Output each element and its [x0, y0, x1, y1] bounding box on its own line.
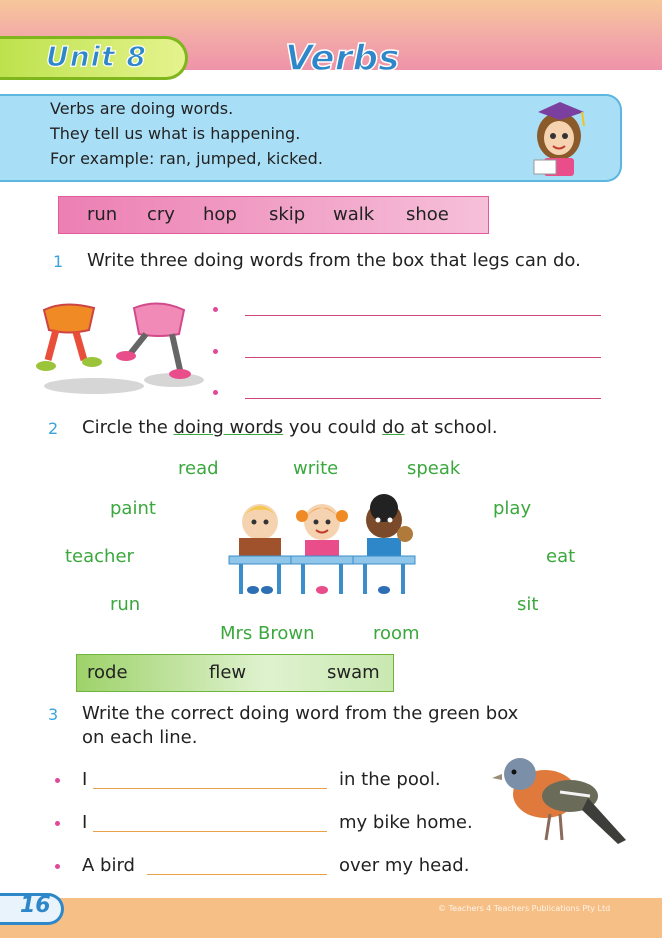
sentence-2-blank[interactable] [93, 831, 327, 832]
circle-word[interactable]: run [110, 594, 141, 615]
green-box-word: swam [327, 662, 380, 683]
circle-word[interactable]: eat [546, 546, 576, 567]
circle-word[interactable]: teacher [65, 546, 134, 567]
question-2-text-part: you could [283, 417, 383, 438]
sentence-2-end: my bike home. [339, 812, 473, 833]
sentence-1-blank[interactable] [93, 788, 327, 789]
answer-bullet [213, 349, 218, 354]
answer-line-2[interactable] [245, 357, 601, 358]
circle-word[interactable]: sit [517, 594, 539, 615]
sentence-bullet [55, 864, 60, 869]
sentence-2-start: I [82, 812, 88, 833]
teacher-illustration [524, 96, 594, 180]
word-box-item: skip [269, 204, 306, 225]
answer-bullet [213, 307, 218, 312]
green-box-word: rode [87, 662, 128, 683]
circle-word[interactable]: read [178, 458, 219, 479]
intro-line-2: They tell us what is happening. [50, 124, 301, 143]
sentence-1-start: I [82, 769, 88, 790]
answer-line-3[interactable] [245, 398, 601, 399]
circle-word[interactable]: Mrs Brown [220, 623, 315, 644]
circle-word[interactable]: room [373, 623, 420, 644]
question-3-text-line-1: Write the correct doing word from the green box [82, 703, 519, 724]
answer-bullet [213, 390, 218, 395]
question-1-text: Write three doing words from the box that legs can do. [87, 250, 581, 271]
circle-word[interactable]: paint [110, 498, 156, 519]
green-box-word: flew [209, 662, 247, 683]
question-2-underlined-phrase: doing words [173, 417, 284, 438]
question-1-number: 1 [53, 252, 64, 271]
question-3-text-line-2: on each line. [82, 727, 198, 748]
word-box-item: walk [333, 204, 375, 225]
question-2-text-part: Circle the [82, 417, 174, 438]
question-2-text [82, 417, 498, 438]
intro-line-1: Verbs are doing words. [50, 99, 234, 118]
page-number: 16 [20, 893, 51, 918]
question-2-underlined-word: do [382, 417, 405, 438]
copyright-text: © Teachers 4 Teachers Publications Pty Ltd [438, 904, 611, 913]
question-3-number: 3 [48, 705, 59, 724]
sentence-3-blank[interactable] [147, 874, 327, 875]
circle-word[interactable]: play [493, 498, 532, 519]
sentence-3-start: A bird [82, 855, 135, 876]
circle-word[interactable]: speak [407, 458, 461, 479]
question-2-text-part: at school. [404, 417, 498, 438]
word-box-item: hop [203, 204, 237, 225]
word-box-item: run [87, 204, 118, 225]
word-box-item: shoe [406, 204, 449, 225]
question-2-number: 2 [48, 419, 59, 438]
sentence-bullet [55, 778, 60, 783]
unit-label: Unit 8 [46, 40, 147, 73]
circle-word[interactable]: write [293, 458, 339, 479]
legs-illustration [34, 300, 204, 400]
sentence-1-end: in the pool. [339, 769, 441, 790]
word-box-item: cry [147, 204, 175, 225]
page-title: Verbs [285, 38, 400, 79]
children-illustration [225, 494, 425, 600]
answer-line-1[interactable] [245, 315, 601, 316]
intro-line-3: For example: ran, jumped, kicked. [50, 149, 323, 168]
sentence-3-end: over my head. [339, 855, 470, 876]
sentence-bullet [55, 821, 60, 826]
bird-illustration [490, 752, 630, 852]
